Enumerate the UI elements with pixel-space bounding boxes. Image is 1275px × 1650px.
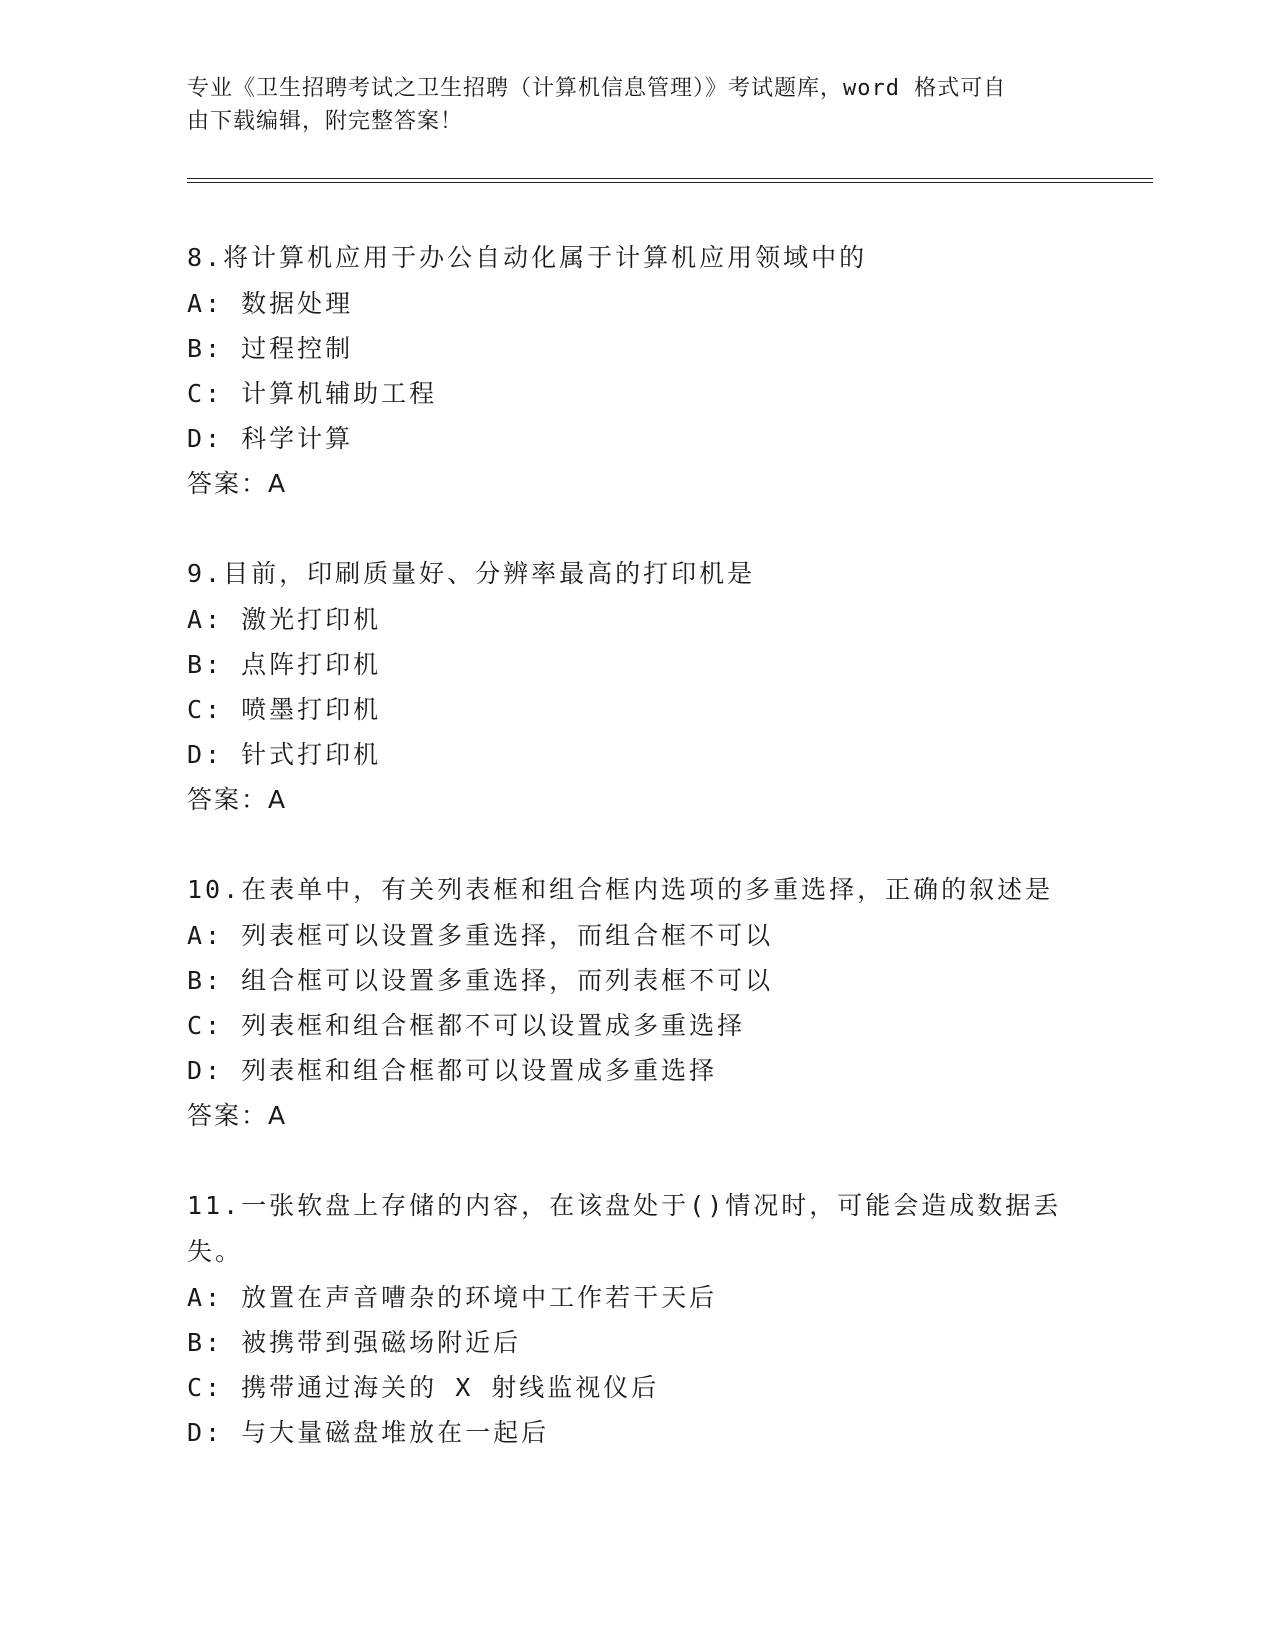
option-d: D: 列表框和组合框都可以设置成多重选择 (187, 1056, 718, 1085)
question-stem: 9.目前，印刷质量好、分辨率最高的打印机是 (187, 559, 756, 588)
question-11 (187, 1183, 1087, 1455)
option-a: A: 数据处理 (187, 289, 354, 318)
answer-line: 答案：A (187, 469, 288, 498)
option-b: B: 过程控制 (187, 334, 354, 363)
option-d: D: 与大量磁盘堆放在一起后 (187, 1418, 550, 1447)
question-9 (187, 551, 1087, 823)
header-line-2: 由下载编辑，附完整答案！ (187, 109, 464, 134)
option-b: B: 组合框可以设置多重选择，而列表框不可以 (187, 966, 774, 995)
question-10 (187, 867, 1087, 1139)
question-list (187, 235, 1087, 1455)
header-line-1: 专业《卫生招聘考试之卫生招聘（计算机信息管理）》考试题库，word 格式可自 (187, 76, 1007, 101)
option-a: A: 列表框可以设置多重选择，而组合框不可以 (187, 921, 774, 950)
answer-line: 答案：A (187, 785, 288, 814)
option-b: B: 被携带到强磁场附近后 (187, 1328, 522, 1357)
option-b: B: 点阵打印机 (187, 650, 382, 679)
option-c: C: 列表框和组合框都不可以设置成多重选择 (187, 1011, 746, 1040)
question-stem: 11.一张软盘上存储的内容，在该盘处于()情况时，可能会造成数据丢失。 (187, 1191, 1062, 1266)
option-c: C: 携带通过海关的 X 射线监视仪后 (187, 1373, 660, 1402)
option-d: D: 科学计算 (187, 424, 354, 453)
question-8 (187, 235, 1087, 507)
option-c: C: 计算机辅助工程 (187, 379, 438, 408)
option-a: A: 放置在声音嘈杂的环境中工作若干天后 (187, 1283, 718, 1312)
answer-line: 答案：A (187, 1101, 288, 1130)
document-header (187, 72, 1067, 138)
option-a: A: 激光打印机 (187, 605, 382, 634)
header-divider (187, 178, 1153, 183)
option-d: D: 针式打印机 (187, 740, 382, 769)
question-stem: 10.在表单中，有关列表框和组合框内选项的多重选择，正确的叙述是 (187, 875, 1054, 904)
question-stem: 8.将计算机应用于办公自动化属于计算机应用领域中的 (187, 243, 868, 272)
option-c: C: 喷墨打印机 (187, 695, 382, 724)
